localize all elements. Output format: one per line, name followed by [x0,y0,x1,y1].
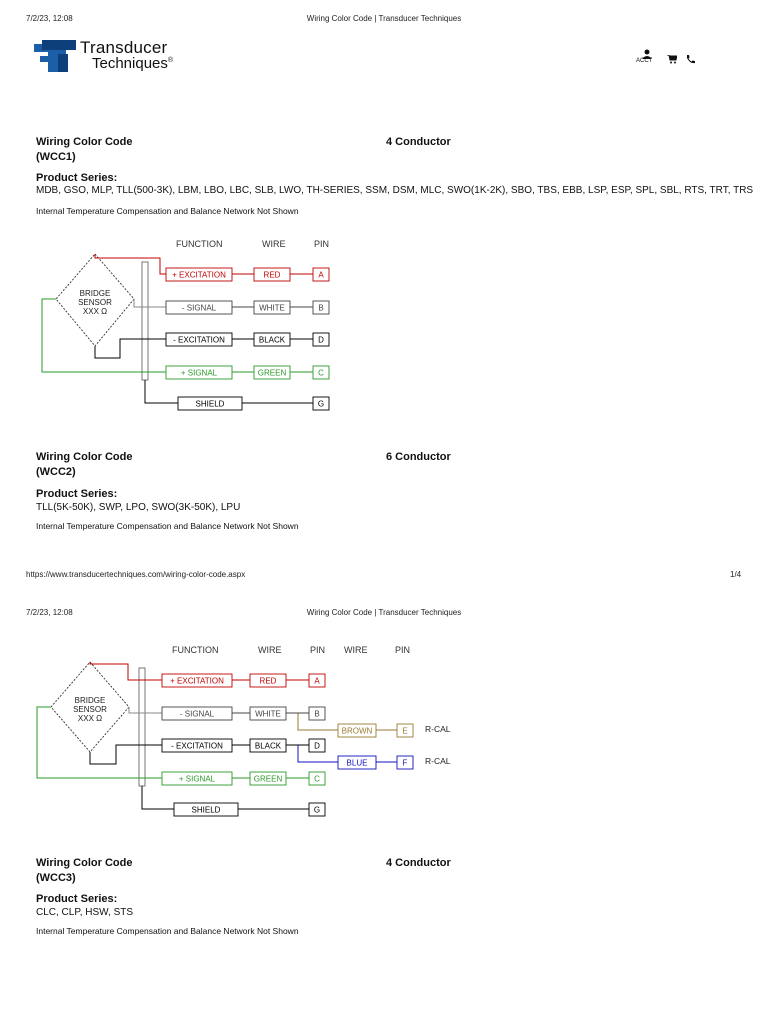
diagram-head-function: FUNCTION [172,645,219,655]
phone-icon [686,55,695,64]
section-code: (WCC2) [36,466,76,478]
diagram-head-pin: PIN [314,239,330,249]
rcal-label: R-CAL [425,756,451,766]
section-title: Wiring Color Code [36,451,133,463]
bridge-label-1: BRIDGE [79,289,111,298]
row-function: + EXCITATION [170,676,224,686]
logo-line1: Transducer [80,38,168,57]
print-header-title: Wiring Color Code | Transducer Techniques [306,608,462,617]
print-header-title: Wiring Color Code | Transducer Techniques [306,14,462,23]
section-code: (WCC1) [36,151,76,163]
row-function: SHIELD [195,399,225,409]
section-code: (WCC3) [36,872,76,884]
series-list: TLL(5K-50K), SWP, LPO, SWO(3K-50K), LPU [36,502,241,513]
section-title: Wiring Color Code [36,136,133,148]
rcal-label: R-CAL [425,724,451,734]
extra-wire: BLUE [346,758,368,768]
bridge-label-2: SENSOR [78,298,112,307]
print-header-date: 7/2/23, 12:08 [26,14,73,23]
row-wire: WHITE [259,303,285,313]
account-button[interactable] [636,49,658,67]
row-pin: A [314,676,320,686]
series-list: CLC, CLP, HSW, STS [36,907,134,918]
cable-sheath [142,262,148,380]
bridge-label-3: XXX Ω [77,714,103,723]
cart-button[interactable] [667,51,677,69]
row-function: + SIGNAL [178,774,216,784]
extra-pin: E [402,726,408,736]
logo-mark-icon [34,40,80,76]
row-function: SHIELD [191,805,221,815]
bridge-label-1: BRIDGE [74,696,106,705]
row-function: + SIGNAL [180,368,218,378]
compensation-note: Internal Temperature Compensation and Balance Network Not Shown [36,926,299,936]
row-pin: D [314,741,320,751]
row-function: - SIGNAL [179,709,215,719]
diagram-head-pin2: PIN [395,645,411,655]
compensation-note: Internal Temperature Compensation and Balance Network Not Shown [36,521,299,531]
wiring-diagram-wcc1 [0,230,420,420]
series-list: MDB, GSO, MLP, TLL(500-3K), LBM, LBO, LBC, SLB, LWO, TH-SERIES, SSM, DSM, MLC, SWO(1K-2K), SBO, TBS, EBB, LSP, ESP, SPL, SBL, RTS, TRT, TRS [36,185,754,196]
diagram-head-pin: PIN [310,645,326,655]
row-pin: C [318,368,324,378]
print-footer-url: https://www.transducertechniques.com/wiring-color-code.aspx [26,570,246,579]
series-label: Product Series: [36,893,118,905]
row-wire: RED [259,676,277,686]
acct-label: ACCT [636,58,653,64]
section-title: Wiring Color Code [36,857,133,869]
phone-button[interactable] [686,51,695,69]
diagram-head-wire: WIRE [262,239,286,249]
row-wire: BLACK [258,335,286,345]
row-pin: A [318,270,324,280]
diagram-head-function: FUNCTION [176,239,223,249]
row-wire: BLACK [254,741,282,751]
row-wire: WHITE [255,709,281,719]
print-header-date: 7/2/23, 12:08 [26,608,73,617]
extra-wire: BROWN [341,726,373,736]
row-wire: RED [263,270,281,280]
print-footer-page: 1/4 [730,570,742,579]
row-pin: G [317,399,325,409]
series-label: Product Series: [36,488,118,500]
extra-pin: F [402,758,408,768]
bridge-label-2: SENSOR [73,705,107,714]
bridge-label-3: XXX Ω [82,307,108,316]
row-pin: B [314,709,320,719]
row-pin: G [313,805,321,815]
conductor-count: 4 Conductor [386,857,451,869]
row-wire: GREEN [253,774,283,784]
series-label: Product Series: [36,172,118,184]
row-pin: D [318,335,324,345]
logo-line2: Techniques® [92,55,174,72]
site-logo[interactable] [34,38,234,78]
row-pin: B [318,303,324,313]
conductor-count: 4 Conductor [386,136,451,148]
row-pin: C [314,774,320,784]
row-function: - EXCITATION [171,741,223,751]
wiring-diagram-wcc2 [0,636,470,826]
cable-sheath [139,668,145,786]
cart-icon [667,55,677,64]
diagram-head-wire2: WIRE [344,645,368,655]
row-function: + EXCITATION [172,270,226,280]
diagram-head-wire: WIRE [258,645,282,655]
row-function: - EXCITATION [173,335,225,345]
compensation-note: Internal Temperature Compensation and Balance Network Not Shown [36,206,299,216]
row-function: - SIGNAL [181,303,217,313]
conductor-count: 6 Conductor [386,451,451,463]
row-wire: GREEN [257,368,287,378]
